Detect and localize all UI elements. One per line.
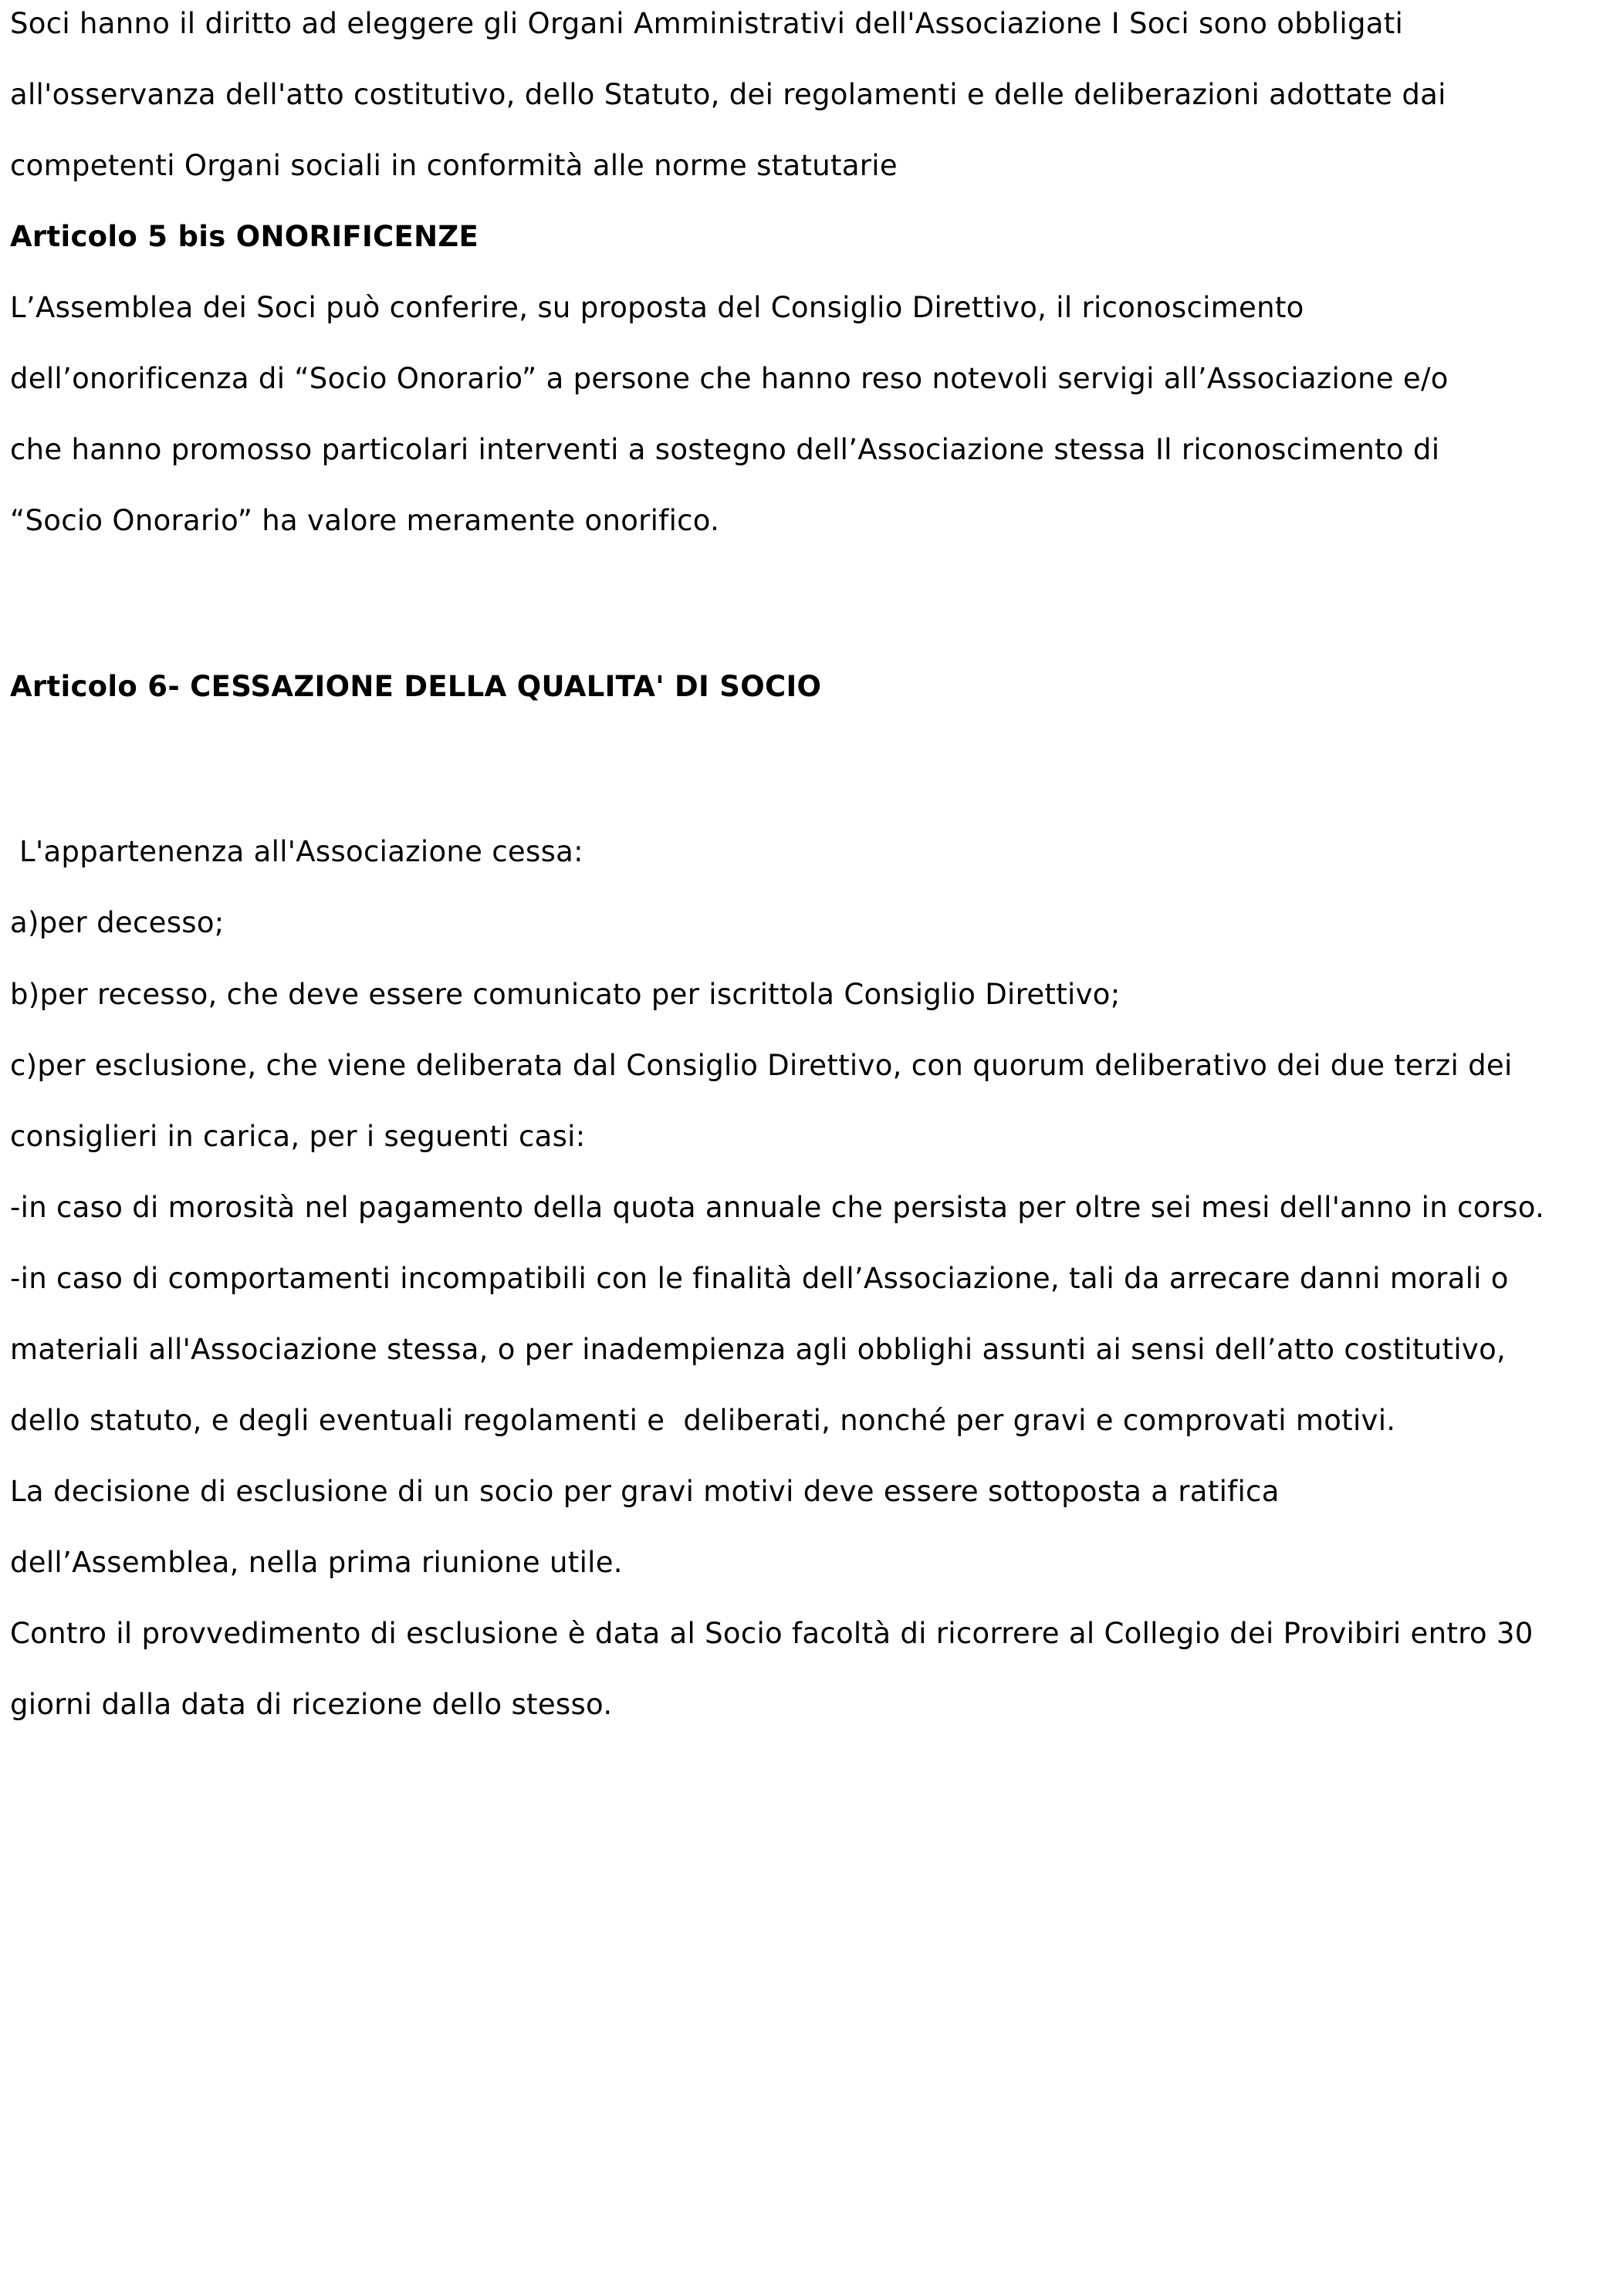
article-5bis-line: dell’onorificenza di “Socio Onorario” a persone che hanno reso notevoli servigi all’Associazione e/o [10,362,1449,395]
article-5bis-line: che hanno promosso particolari interventi a sostegno dell’Associazione stessa Il riconoscimento di [10,433,1440,466]
intro-line: all'osservanza dell'atto costitutivo, dello Statuto, dei regolamenti e delle deliberazioni adottate dai [10,78,1446,111]
article-6-line: giorni dalla data di ricezione dello stesso. [10,1688,613,1721]
article-6-line: materiali all'Associazione stessa, o per inadempienza agli obblighi assunti ai sensi dell’atto costitutivo, [10,1333,1507,1366]
intro-line: competenti Organi sociali in conformità alle norme statutarie [10,149,898,182]
article-5bis-line: “Socio Onorario” ha valore meramente onorifico. [10,504,720,537]
article-6-line: -in caso di morosità nel pagamento della quota annuale che persista per oltre sei mesi dell'anno in corso. [10,1191,1545,1224]
article-6-line: Contro il provvedimento di esclusione è data al Socio facoltà di ricorrere al Collegio dei Provibiri entro 30 [10,1617,1534,1650]
article-6-heading: Articolo 6- CESSAZIONE DELLA QUALITA' DI SOCIO [10,670,822,703]
article-6-line: L'appartenenza all'Associazione cessa: [10,835,583,868]
article-5bis-line: L’Assemblea dei Soci può conferire, su proposta del Consiglio Direttivo, il riconoscimento [10,291,1304,324]
intro-line: Soci hanno il diritto ad eleggere gli Organi Amministrativi dell'Associazione I Soci sono obbligati [10,7,1404,40]
article-6-line: c)per esclusione, che viene deliberata dal Consiglio Direttivo, con quorum deliberativo dei due terzi dei [10,1049,1513,1082]
article-6-line: consiglieri in carica, per i seguenti casi: [10,1120,586,1153]
article-6-line: -in caso di comportamenti incompatibili con le finalità dell’Associazione, tali da arrecare danni morali o [10,1262,1509,1295]
article-5bis-heading: Articolo 5 bis ONORIFICENZE [10,220,479,253]
article-6-line: b)per recesso, che deve essere comunicato per iscrittola Consiglio Direttivo; [10,978,1121,1011]
article-6-line: a)per decesso; [10,906,225,939]
article-6-line: dell’Assemblea, nella prima riunione utile. [10,1546,623,1579]
article-6-line: dello statuto, e degli eventuali regolamenti e deliberati, nonché per gravi e comprovati motivi. [10,1404,1396,1437]
article-6-line: La decisione di esclusione di un socio per gravi motivi deve essere sottoposta a ratifica [10,1475,1280,1508]
